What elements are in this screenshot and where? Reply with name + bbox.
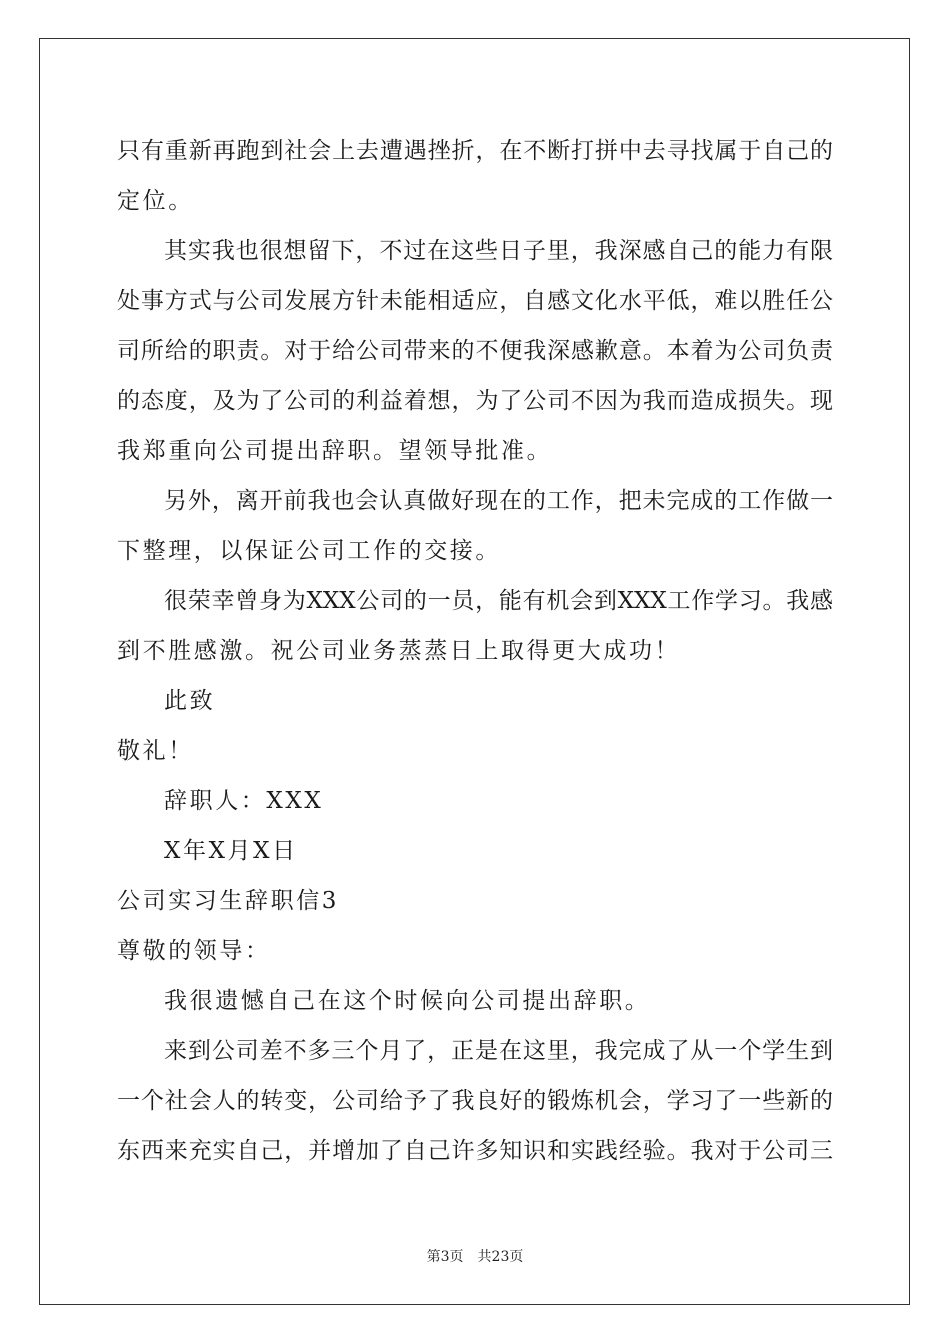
text-line: 来到公司差不多三个月了，正是在这里，我完成了从一个学生到	[164, 1038, 833, 1064]
text-line: 定位。	[117, 188, 194, 214]
text-line: 的态度，及为了公司的利益着想，为了公司不因为我而造成损失。现	[117, 388, 833, 414]
text-line: 我很遗憾自己在这个时候向公司提出辞职。	[164, 988, 651, 1014]
text-line: 很荣幸曾身为XXX公司的一员，能有机会到XXX工作学习。我感	[164, 588, 833, 614]
text-line: 敬礼！	[117, 738, 194, 764]
text-line: 我郑重向公司提出辞职。望领导批准。	[117, 438, 553, 464]
document-body	[117, 126, 833, 1176]
text-line: 处事方式与公司发展方针未能相适应，自感文化水平低，难以胜任公	[117, 288, 833, 314]
page-number: 第3页	[426, 1249, 464, 1265]
total-pages: 共23页	[477, 1249, 524, 1265]
text-line: 尊敬的领导：	[117, 938, 271, 964]
text-line: 下整理，以保证公司工作的交接。	[117, 538, 501, 564]
text-line: X年X月X日	[164, 838, 298, 864]
text-line: 辞职人：XXX	[164, 788, 324, 814]
text-line: 一个社会人的转变，公司给予了我良好的锻炼机会，学习了一些新的	[117, 1088, 833, 1114]
text-line: 到不胜感激。祝公司业务蒸蒸日上取得更大成功！	[117, 638, 681, 664]
text-line: 另外，离开前我也会认真做好现在的工作，把未完成的工作做一	[164, 488, 833, 514]
text-line: 只有重新再跑到社会上去遭遇挫折，在不断打拼中去寻找属于自己的	[117, 138, 833, 164]
page-footer	[0, 1246, 950, 1266]
text-line: 此致	[164, 688, 216, 714]
text-line: 其实我也很想留下，不过在这些日子里，我深感自己的能力有限	[164, 238, 833, 264]
text-line: 公司实习生辞职信3	[117, 888, 340, 914]
text-line: 东西来充实自己，并增加了自己许多知识和实践经验。我对于公司三	[117, 1138, 833, 1164]
text-line: 司所给的职责。对于给公司带来的不便我深感歉意。本着为公司负责	[117, 338, 833, 364]
